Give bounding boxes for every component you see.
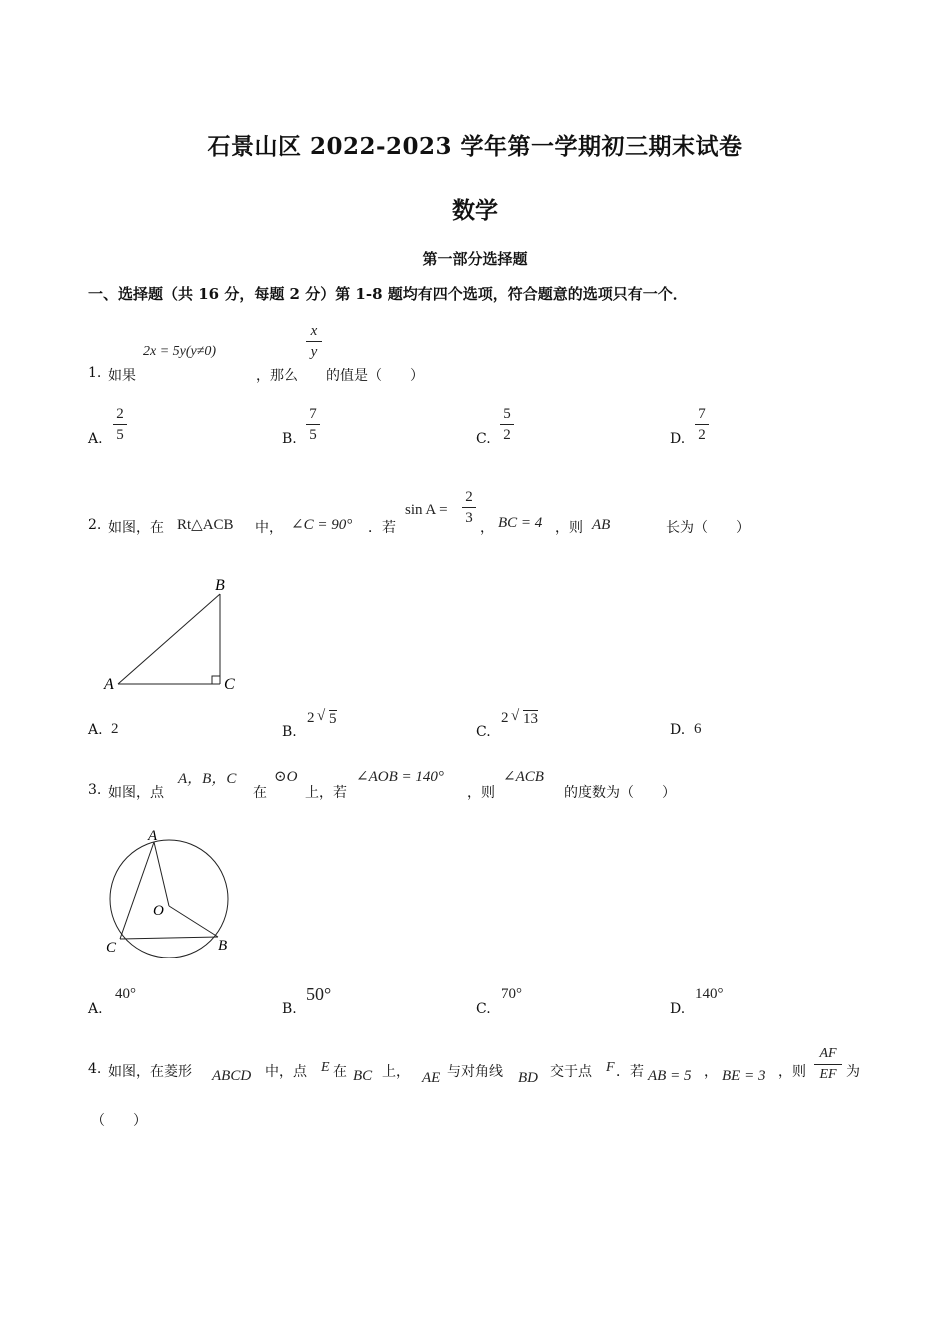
q4-text-8: ，: [704, 1064, 718, 1080]
q4-text-2: 中，点: [265, 1064, 307, 1080]
q3-option-b-label[interactable]: B.: [282, 1001, 297, 1017]
q1-option-c-num: 5: [503, 406, 511, 422]
q1-option-c-den: 2: [503, 427, 511, 443]
q3-acb: ∠ACB: [503, 769, 544, 785]
q2-text-5: ，则: [555, 520, 583, 536]
q3-chord-cb: [120, 937, 218, 939]
q4-text-3: 在: [333, 1064, 347, 1080]
q1-option-d-bar: [695, 424, 709, 425]
q2-text-3: ．若: [368, 520, 396, 536]
q4-bd: BD: [518, 1070, 538, 1086]
q2-sin-bar: [462, 507, 476, 508]
q2-option-b-radicand: 5: [329, 711, 337, 727]
q2-sin-fraction: [462, 488, 476, 527]
q2-triangle: Rt△ACB: [177, 517, 234, 533]
q2-option-b-sqrt-icon: √: [317, 708, 326, 724]
q3-label-c: C: [106, 940, 117, 956]
q2-label-a: A: [104, 676, 114, 693]
q4-bc: BC: [353, 1068, 373, 1084]
q4-frac-bar: [814, 1064, 842, 1065]
q2-triangle-diagram: [100, 572, 250, 697]
q1-option-a-den: 5: [116, 427, 124, 443]
q1-option-a-fraction: [113, 405, 127, 444]
q4-fraction: [814, 1045, 842, 1084]
q3-text-2: 在: [253, 785, 267, 801]
q3-label-a: A: [148, 828, 158, 844]
q1-option-b-bar: [306, 424, 320, 425]
q3-option-b-value: 50°: [306, 984, 332, 1004]
q3-label-b: B: [218, 938, 228, 954]
q4-ae: AE: [422, 1070, 441, 1086]
q3-number: 3.: [88, 782, 102, 798]
q2-option-d-value: 6: [694, 721, 702, 737]
q2-option-c-coef: 2: [501, 710, 509, 726]
q2-sin-den: 3: [465, 510, 473, 526]
q3-option-c-label[interactable]: C.: [476, 1001, 491, 1017]
q2-text-1: 如图，在: [108, 520, 164, 536]
q4-text-5: 与对角线: [447, 1064, 503, 1080]
q2-option-c-sqrt-icon: √: [511, 708, 520, 724]
q1-option-d-num: 7: [698, 406, 706, 422]
q4-f: F: [606, 1060, 615, 1075]
q2-option-c-radicand: 13: [523, 711, 538, 727]
q4-text-7: ．若: [616, 1064, 644, 1080]
q3-option-d-label[interactable]: D.: [670, 1001, 686, 1017]
q3-label-o: O: [153, 903, 164, 919]
q1-option-a-num: 2: [116, 406, 124, 422]
q3-circle-diagram: [100, 828, 250, 958]
q1-frac-den: y: [310, 344, 318, 360]
q3-radius-ob: [169, 906, 218, 937]
q2-angle: ∠C = 90°: [291, 517, 353, 533]
q1-option-b-fraction: [306, 405, 320, 444]
q3-option-d-value: 140°: [695, 986, 724, 1002]
q2-text-6: 长为（ ）: [666, 520, 750, 536]
q2-side-ab: [118, 594, 220, 684]
q3-points: A，B，C: [178, 771, 237, 787]
q4-frac-num: AF: [819, 1046, 837, 1061]
q1-text-1: 如果: [108, 368, 136, 384]
q2-bc: BC = 4: [498, 515, 543, 531]
q2-label-c: C: [224, 676, 235, 693]
q3-text-3: 上，若: [305, 785, 347, 801]
q1-text-2: ，那么: [256, 368, 298, 384]
q4-answer-paren: （ ）: [91, 1113, 147, 1129]
q4-text-1: 如图，在菱形: [108, 1064, 192, 1080]
q4-e: E: [321, 1060, 330, 1075]
q4-be3: BE = 3: [722, 1068, 766, 1084]
q1-option-d-den: 2: [698, 427, 706, 443]
q4-text-10: 为: [846, 1064, 860, 1080]
q2-number: 2.: [88, 517, 102, 533]
q1-option-c-bar: [500, 424, 514, 425]
q4-ab5: AB = 5: [648, 1068, 692, 1084]
q1-number: 1.: [88, 365, 102, 381]
page-title: 石景山区 2022-2023 学年第一学期初三期末试卷: [207, 133, 743, 160]
q1-option-b-label[interactable]: B.: [282, 431, 297, 447]
section-heading: 一、选择题（共 16 分，每题 2 分）第 1-8 题均有四个选项，符合题意的选项只有一个．: [88, 285, 688, 303]
q4-abcd: ABCD: [212, 1068, 252, 1084]
q3-text-1: 如图，点: [108, 785, 164, 801]
q1-option-a-label[interactable]: A.: [88, 431, 103, 447]
q2-option-a-label[interactable]: A.: [88, 722, 103, 738]
q2-option-d-label[interactable]: D.: [670, 722, 686, 738]
q2-text-2: 中，: [255, 520, 283, 536]
q2-sin-lhs: sin A =: [405, 502, 448, 518]
q1-option-c-label[interactable]: C.: [476, 431, 491, 447]
q2-ab: AB: [592, 517, 611, 533]
q2-option-b-label[interactable]: B.: [282, 724, 297, 740]
q1-condition: 2x = 5y(y≠0): [143, 344, 217, 359]
q3-option-c-value: 70°: [501, 986, 522, 1002]
q4-number: 4.: [88, 1061, 102, 1077]
q1-option-d-fraction: [695, 405, 709, 444]
q3-option-a-label[interactable]: A.: [88, 1001, 103, 1017]
q2-option-b-coef: 2: [307, 710, 315, 726]
q1-text-3: 的值是（ ）: [326, 368, 424, 384]
q3-option-a-value: 40°: [115, 986, 136, 1002]
q1-option-c-fraction: [500, 405, 514, 444]
q3-radius-oa: [154, 842, 169, 906]
q3-text-5: 的度数为（ ）: [564, 785, 676, 801]
q1-frac-num: x: [310, 323, 318, 339]
q4-text-4: 上，: [382, 1064, 410, 1080]
q3-angle: ∠AOB = 140°: [356, 769, 444, 785]
q4-text-9: ，则: [778, 1064, 806, 1080]
q2-option-c-label[interactable]: C.: [476, 724, 491, 740]
q2-sin-num: 2: [465, 489, 473, 505]
q3-circle: ⊙O: [274, 769, 298, 785]
subject-title: 数学: [452, 197, 498, 224]
q3-text-4: ，则: [467, 785, 495, 801]
q1-frac-bar: [306, 341, 322, 342]
q2-text-4: ，: [480, 520, 494, 536]
q1-option-a-bar: [113, 424, 127, 425]
q1-option-d-label[interactable]: D.: [670, 431, 686, 447]
q3-chord-ac: [120, 842, 154, 939]
part-heading: 第一部分选择题: [422, 250, 528, 268]
q1-option-b-num: 7: [309, 406, 317, 422]
q4-text-6: 交于点: [550, 1064, 592, 1080]
q4-frac-den: EF: [819, 1067, 837, 1082]
q2-label-b: B: [215, 577, 225, 594]
q1-option-b-den: 5: [309, 427, 317, 443]
q1-fraction: [306, 322, 322, 361]
q3-circle-o: [110, 840, 228, 958]
q2-option-a-value: 2: [111, 721, 119, 737]
q2-right-angle-mark: [212, 676, 220, 684]
